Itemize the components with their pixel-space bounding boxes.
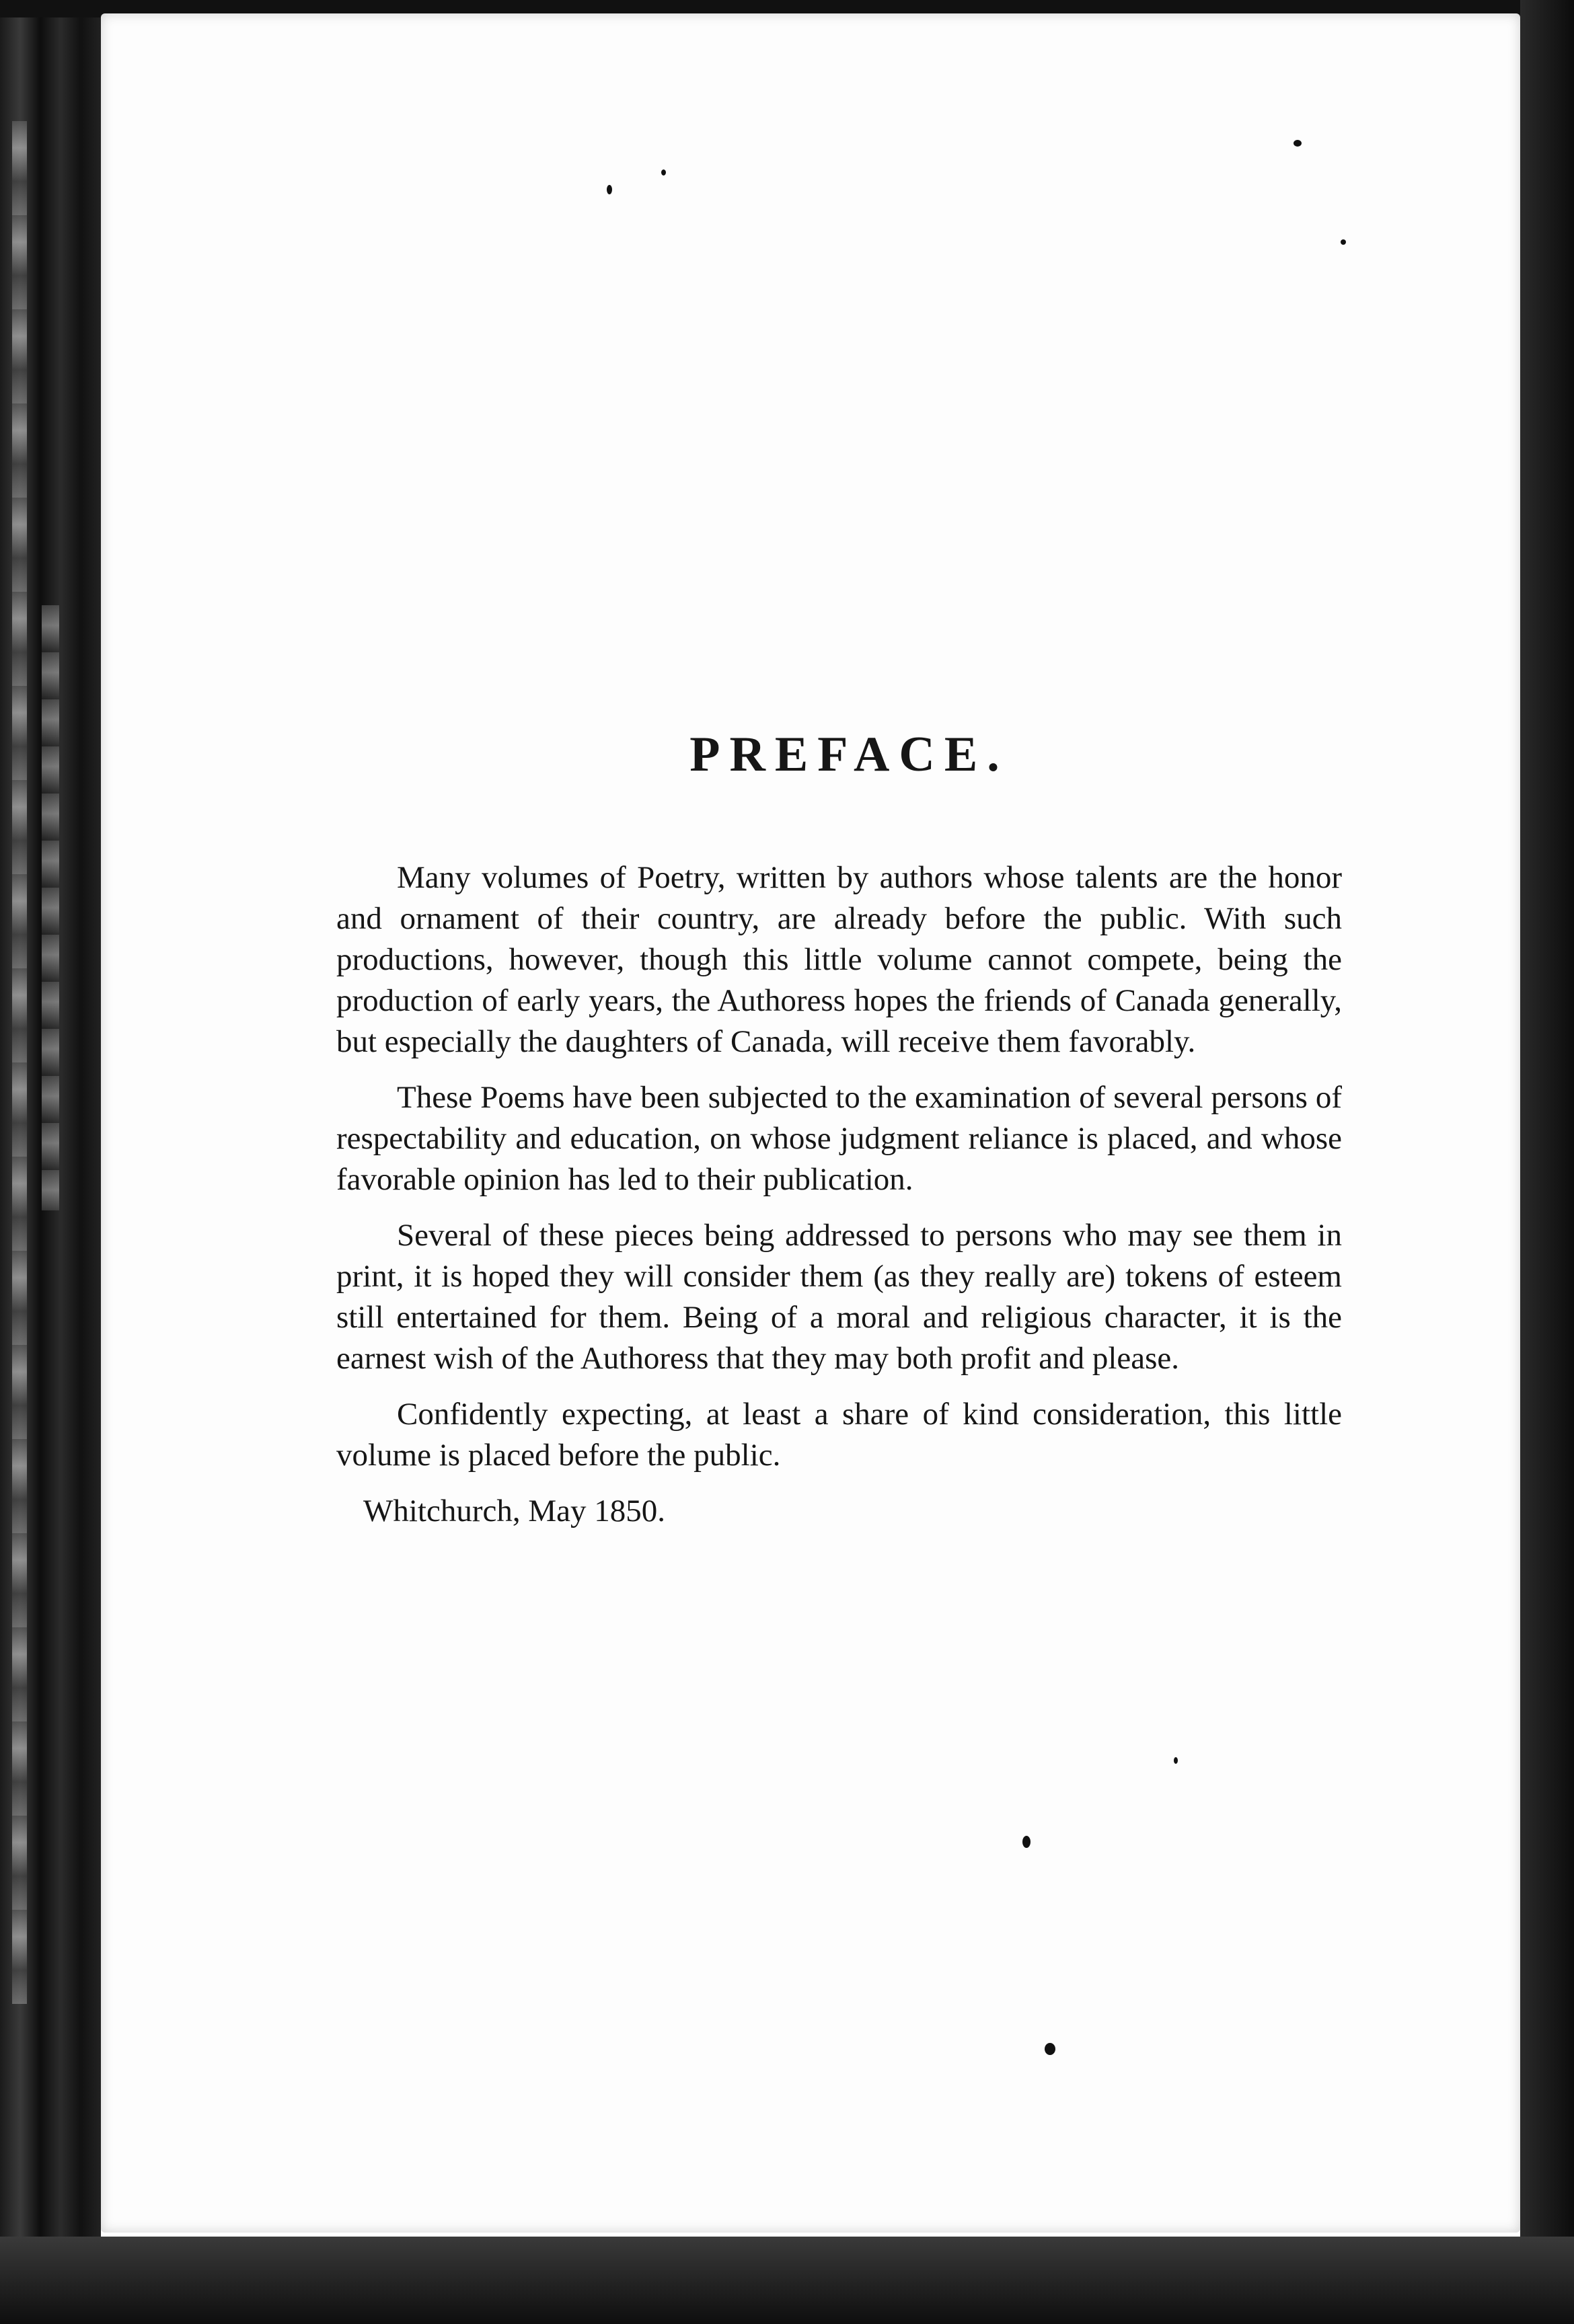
ink-speck — [1294, 140, 1302, 147]
ink-speck — [1341, 239, 1346, 245]
ink-speck — [1022, 1836, 1030, 1848]
preface-content — [336, 726, 1342, 1532]
preface-paragraph-2: These Poems have been subjected to the examination of several persons of respectability and education, on whose judgment reliance is placed, and whose favorable opinion has led to their publication. — [336, 1080, 1342, 1197]
preface-paragraph-1: Many volumes of Poetry, written by authors whose talents are the honor and ornament of their country, are already before the public. With such productions, however, though this little volume cannot compete, being the production of early years, the Authoress hopes the friends of Canada generally, but especially the daughters of Canada, will receive them favorably. — [336, 860, 1342, 1059]
preface-paragraph-4: Confidently expecting, at least a share of kind consideration, this little volume is placed before the public. — [336, 1397, 1342, 1473]
scan-bottom-edge — [0, 2237, 1574, 2324]
ink-speck — [1174, 1757, 1178, 1764]
ink-speck — [661, 169, 666, 176]
ink-speck — [1045, 2043, 1055, 2055]
ink-speck — [607, 185, 612, 194]
scan-right-edge — [1520, 0, 1574, 2324]
binding-texture — [42, 605, 59, 1210]
signature-line: Whitchurch, May 1850. — [363, 1494, 666, 1528]
book-binding — [0, 0, 101, 2324]
binding-texture — [12, 121, 27, 2004]
page-title: PREFACE. — [689, 727, 1009, 782]
preface-paragraph-3: Several of these pieces being addressed to persons who may see them in print, it is hoped they will consider them (as they really are) tokens of esteem still entertained for them. Being of a moral and religious character, it is the earnest wish of the Authoress that they may both profit and please. — [336, 1218, 1342, 1376]
